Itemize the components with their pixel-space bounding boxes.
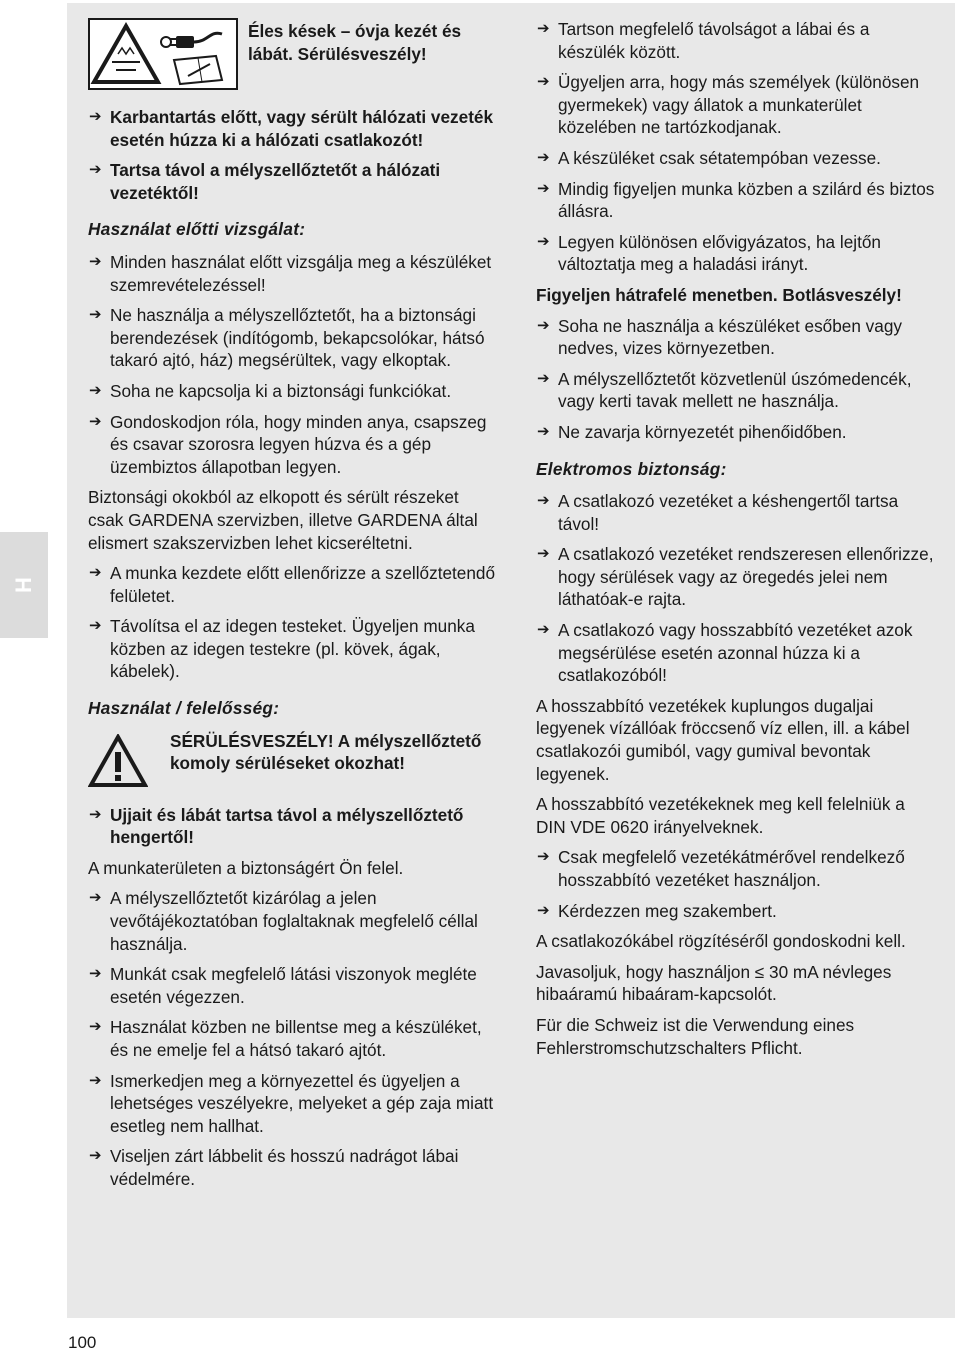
arrow-icon: ➔: [537, 422, 550, 440]
arrow-icon: ➔: [89, 1018, 102, 1036]
arrow-icon: ➔: [89, 965, 102, 983]
language-tab: [0, 532, 48, 638]
list-item: ➔ Mindig figyeljen munka közben a szilárd és biztos állásra.: [537, 178, 935, 222]
page-number: 100: [68, 1333, 97, 1352]
arrow-icon: ➔: [537, 316, 550, 334]
list-item: ➔ Ne használja a mélyszellőztetőt, ha a biztonsági berendezések (indítógomb, bekapcsolókar, hátsó takaró ajtó, ház) megsérültek, vagy elkoptak.: [89, 305, 485, 371]
bullet-unplug: ➔ Karbantartás előtt, vagy sérült hálózati vezeték esetén húzza ki a hálózati csatlakozót!: [89, 107, 494, 150]
unplug-icon: [161, 33, 222, 48]
paragraph-extension-couplings: A hosszabbító vezetékek kuplungos dugaljai legyenek vízállóak fröccsenő víz ellen, ill. a kábel csatlakozói gumiból, vagy gumival bevontak legyenek.: [536, 695, 910, 784]
paragraph-extension-din: A hosszabbító vezetékeknek meg kell felelniük a DIN VDE 0620 irányelveknek.: [536, 794, 905, 837]
heading-pre-use-check: Használat előtti vizsgálat:: [88, 219, 306, 240]
arrow-icon: ➔: [89, 381, 102, 399]
right-column: [536, 18, 936, 1067]
heading-use-responsibility: Használat / felelősség:: [88, 698, 280, 719]
list-item: ➔ A csatlakozó vezetéket a késhengertől tartsa távol!: [537, 491, 899, 534]
paragraph-responsibility: A munkaterületen a biztonságért Ön felel.: [88, 857, 404, 878]
list-item: ➔ A készüléket csak sétatempóban vezesse.: [537, 147, 881, 168]
list-item: ➔ Csak megfelelő vezetékátmérővel rendelkező hosszabbító vezetéket használjon.: [537, 847, 905, 890]
arrow-icon: ➔: [89, 108, 102, 125]
list-item: ➔ Kérdezzen meg szakembert.: [537, 900, 777, 921]
bullet-cable-distance: ➔ Tartsa távol a mélyszellőztetőt a hálózati vezetéktől!: [89, 160, 441, 203]
arrow-icon: ➔: [89, 889, 102, 907]
manual-icon: [174, 56, 222, 84]
paragraph-cable-fastening: A csatlakozókábel rögzítéséről gondoskodni kell.: [536, 931, 906, 952]
arrow-icon: ➔: [537, 621, 550, 639]
list-item: ➔ Munkát csak megfelelő látási viszonyok megléte esetén végezzen.: [89, 964, 477, 1007]
left-column: [88, 18, 496, 1199]
list-item: ➔ Gondoskodjon róla, hogy minden anya, csapszeg és csavar szorosra legyen húzva és a gép üzembiztos állapotban legyen.: [89, 411, 487, 477]
list-item: ➔ Viseljen zárt lábbelit és hosszú nadrágot lábai védelmére.: [89, 1146, 459, 1189]
paragraph-switzerland: Für die Schweiz ist die Verwendung eines Fehlerstromschutzschalters Pflicht.: [536, 1014, 855, 1058]
arrow-icon: ➔: [89, 617, 102, 635]
list-item: ➔ Legyen különösen elővigyázatos, ha lejtőn változtatja meg a haladási irányt.: [537, 231, 881, 275]
arrow-icon: ➔: [89, 1147, 102, 1165]
arrow-icon: ➔: [89, 161, 102, 179]
arrow-icon: ➔: [537, 848, 550, 866]
list-item: ➔ Soha ne használja a készüléket esőben vagy nedves, vizes környezetben.: [537, 315, 902, 359]
list-item: ➔ Használat közben ne billentse meg a készüléket, és ne emelje fel a hátsó takaró ajtót.: [89, 1017, 482, 1060]
safety-pictogram: [88, 18, 238, 90]
arrow-icon: ➔: [537, 369, 550, 387]
blade-warning-icon: [90, 20, 236, 88]
list-item: ➔ A csatlakozó vezetéket rendszeresen ellenőrizze, hogy sérülések vagy az öregedés jelei nem láthatóak-e rajta.: [537, 544, 934, 610]
arrow-icon: ➔: [537, 492, 550, 510]
blade-warning-title: Éles kések – óvja kezét és lábát. Sérülésveszély!: [248, 21, 462, 64]
arrow-icon: ➔: [89, 564, 102, 582]
paragraph-rcd: Javasoljuk, hogy használjon ≤ 30 mA névleges hibaáramú hibaáram-kapcsolót.: [536, 961, 892, 1005]
list-item: ➔ Minden használat előtt vizsgálja meg a készüléket szemrevételezéssel!: [89, 251, 492, 295]
list-item: ➔ Tartson megfelelő távolságot a lábai és a készülék között.: [537, 19, 870, 62]
arrow-icon: ➔: [537, 73, 550, 91]
list-item: ➔ Ne zavarja környezetét pihenőidőben.: [537, 421, 847, 442]
list-item: ➔ Távolítsa el az idegen testeket. Ügyeljen munka közben az idegen testekre (pl. kövek, ágak, kábelek).: [89, 616, 475, 682]
list-item: ➔ A munka kezdete előtt ellenőrizze a szellőztetendő felületet.: [89, 563, 496, 606]
arrow-icon: ➔: [537, 901, 550, 919]
arrow-icon: ➔: [537, 20, 550, 37]
trip-hazard-note: Figyeljen hátrafelé menetben. Botlásveszély!: [536, 284, 902, 305]
arrow-icon: ➔: [89, 805, 102, 823]
list-item: ➔ A mélyszellőztetőt kizárólag a jelen vevőtájékoztatóban foglaltaknak megfelelő céllal használja.: [89, 888, 478, 954]
arrow-icon: ➔: [537, 148, 550, 166]
arrow-icon: ➔: [89, 1071, 102, 1089]
arrow-icon: ➔: [537, 232, 550, 250]
injury-warning-block: [88, 730, 496, 800]
arrow-icon: ➔: [537, 179, 550, 197]
list-item: ➔ Ismerkedjen meg a környezettel és ügyeljen a lehetséges veszélyekre, melyeket a gép zaja miatt esetleg nem hallhat.: [89, 1070, 494, 1136]
language-tab-label: H: [10, 577, 36, 593]
arrow-icon: ➔: [89, 252, 102, 270]
header-block: [88, 18, 496, 96]
arrow-icon: ➔: [89, 306, 102, 324]
warning-triangle-icon: [88, 734, 148, 788]
list-item: ➔ Ügyeljen arra, hogy más személyek (különösen gyermekek) vagy állatok a munkaterület közelében ne tartózkodjanak.: [537, 72, 920, 138]
list-item: ➔ Soha ne kapcsolja ki a biztonsági funkciókat.: [89, 380, 452, 401]
list-item: ➔ A mélyszellőztetőt közvetlenül úszómedencék, vagy kerti tavak mellett ne használja.: [537, 368, 912, 412]
arrow-icon: ➔: [89, 412, 102, 430]
arrow-icon: ➔: [537, 545, 550, 563]
paragraph-safety-parts: Biztonsági okokból az elkopott és sérült részeket csak GARDENA szervizben, illetve GARDENA által elismert szakszervizben lehet kicseréltetni.: [88, 487, 478, 553]
bullet-keep-away-roller: ➔ Ujjait és lábát tartsa távol a mélyszellőztető hengertől!: [89, 804, 464, 848]
injury-warning-text: SÉRÜLÉSVESZÉLY! A mélyszellőztető komoly sérüléseket okozhat!: [170, 730, 482, 774]
list-item: ➔ A csatlakozó vagy hosszabbító vezetéket azok megsérülése esetén azonnal húzza ki a csatlakozóból!: [537, 620, 913, 686]
heading-electrical-safety: Elektromos biztonság:: [536, 458, 727, 479]
